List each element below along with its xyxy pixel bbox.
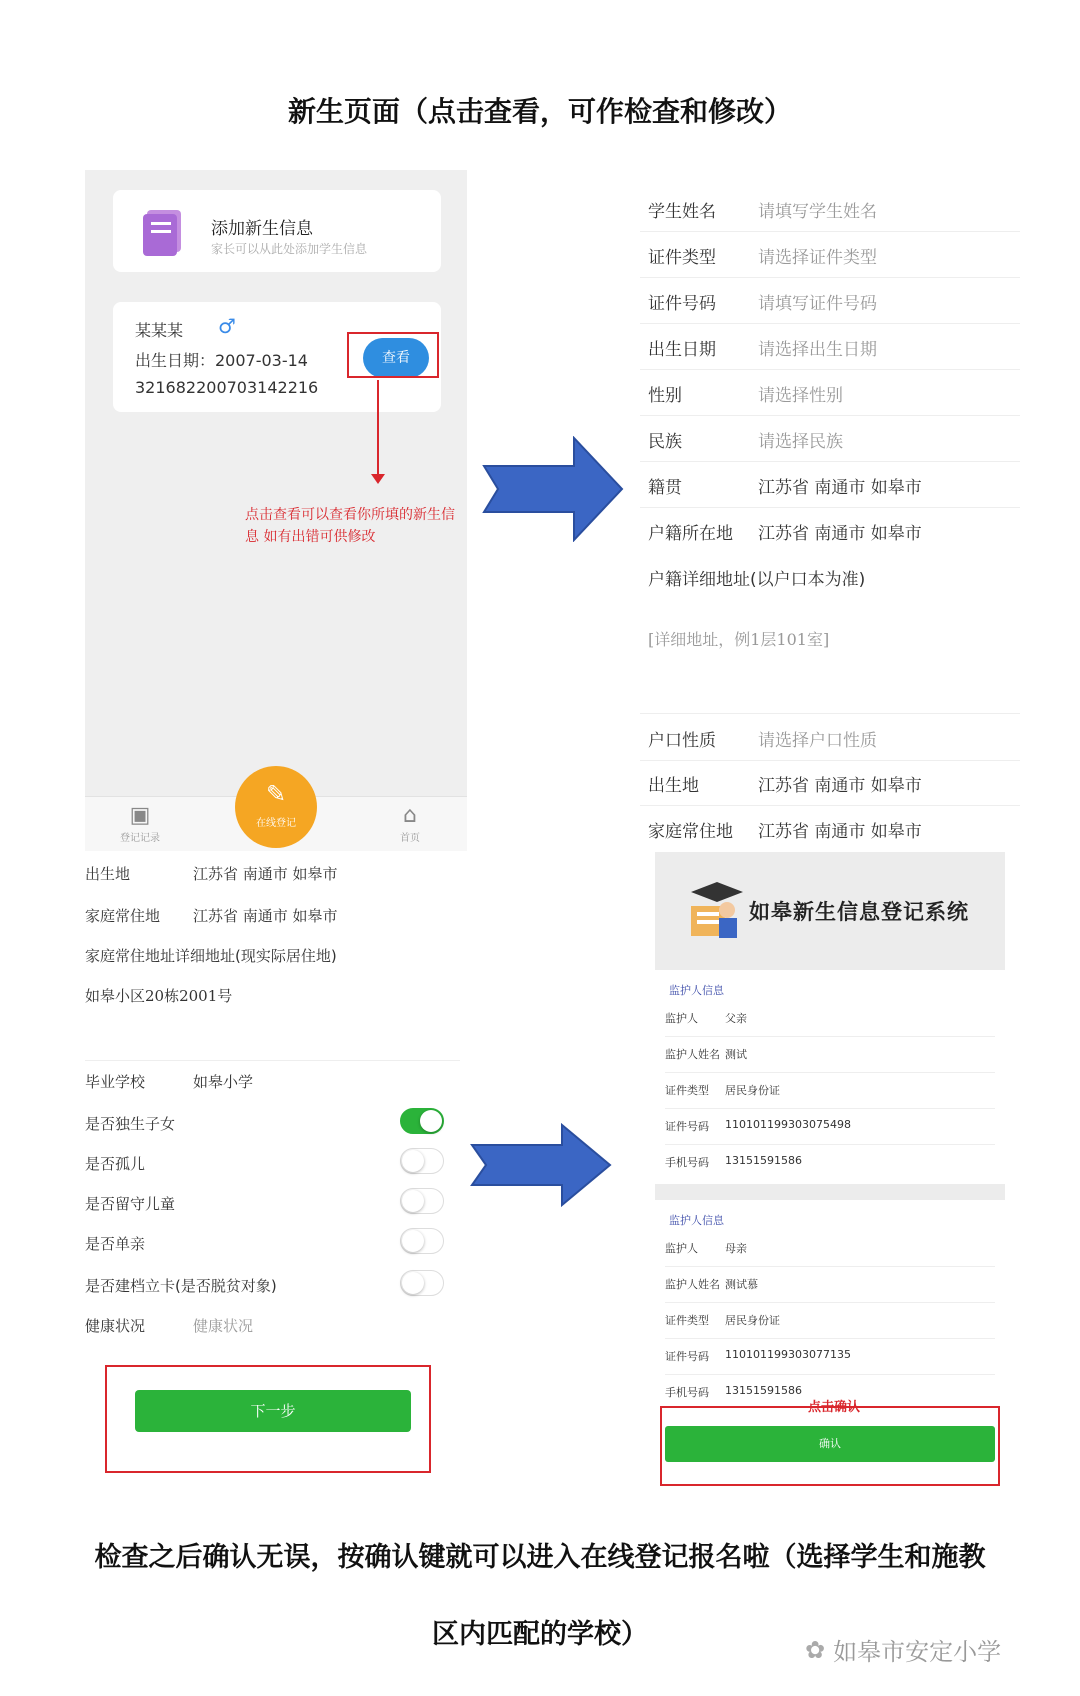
student-id-number: 321682200703142216 (135, 378, 319, 397)
guardian-section-title: 监护人信息 (669, 984, 724, 997)
address-label: 户籍详细地址(以户口本为准) (648, 570, 866, 590)
field-label: 证件类型 (665, 1314, 709, 1327)
confirm-button[interactable]: 确认 (665, 1426, 995, 1462)
guardian-row (665, 1144, 995, 1180)
pointer-arrowhead (371, 474, 385, 484)
field-label: 学生姓名 (648, 202, 716, 222)
field-label: 手机号码 (665, 1156, 709, 1169)
view-button[interactable]: 查看 (363, 338, 429, 378)
add-student-card[interactable] (113, 190, 441, 272)
form-row[interactable] (640, 759, 1020, 806)
arrow-right-icon (470, 1123, 612, 1207)
guardian-row (665, 1108, 995, 1145)
form-row[interactable] (640, 277, 1020, 324)
birthplace-select[interactable]: 江苏省 南通市 如皋市 (758, 776, 922, 796)
guardian-row (665, 1036, 995, 1073)
field-label: 监护人 (665, 1242, 698, 1255)
arrow-right-icon (482, 436, 624, 542)
guardian-row (665, 1000, 995, 1037)
form-row[interactable] (640, 507, 1020, 553)
toggle-label: 是否独生子女 (85, 1115, 176, 1133)
footer-text: 检查之后确认无误，按确认键就可以进入在线登记报名啦（选择学生和施教 (94, 1542, 986, 1573)
student-name: 某某某 (135, 321, 184, 340)
single-parent-toggle[interactable] (400, 1228, 444, 1254)
add-card-title: 添加新生信息 (211, 219, 313, 239)
field-value: 13151591586 (725, 1384, 802, 1397)
view-hint: 点击查看可以查看你所填的新生信息 如有出错可供修改 (245, 507, 455, 545)
only-child-toggle[interactable] (400, 1108, 444, 1134)
field-label: 出生地 (85, 865, 131, 883)
form-row[interactable] (640, 323, 1020, 370)
residence-detail-label: 家庭常住地址详细地址(现实际居住地) (85, 947, 337, 965)
footer-text: 区内匹配的学校） (432, 1619, 648, 1650)
toggle-label: 是否建档立卡(是否脱贫对象) (85, 1277, 277, 1295)
online-register-label: 在线登记 (256, 818, 296, 829)
form-row[interactable] (640, 805, 1020, 851)
wechat-icon: ✿ (805, 1635, 826, 1664)
online-register-button[interactable] (235, 766, 317, 848)
section-gap (655, 1184, 1005, 1200)
birthplace-value[interactable]: 江苏省 南通市 如皋市 (193, 865, 338, 883)
guardian-section-title: 监护人信息 (669, 1214, 724, 1227)
guardian-row (665, 1072, 995, 1109)
field-label: 手机号码 (665, 1386, 709, 1399)
guardian-row (665, 1302, 995, 1339)
guardian-row (665, 1230, 995, 1267)
guardian-row (665, 1266, 995, 1303)
form-row[interactable] (640, 415, 1020, 462)
field-value: 居民身份证 (725, 1084, 780, 1097)
home-icon: ⌂ (403, 803, 417, 828)
confirm-screen (655, 852, 1005, 1519)
tab-home[interactable] (375, 803, 445, 844)
field-label: 证件号码 (648, 294, 716, 314)
watermark-text: 如皋市安定小学 (833, 1638, 1002, 1666)
page-title: 新生页面（点击查看，可作检查和修改） (287, 95, 792, 128)
residence-detail-input[interactable]: 如皋小区20栋2001号 (85, 987, 233, 1005)
residence-row[interactable] (85, 905, 460, 926)
school-value[interactable]: 如皋小学 (193, 1073, 254, 1091)
health-input[interactable]: 健康状况 (193, 1317, 254, 1335)
field-value: 居民身份证 (725, 1314, 780, 1327)
field-label: 家庭常住地 (85, 907, 161, 925)
form-row[interactable] (640, 713, 1020, 761)
field-label: 健康状况 (85, 1317, 146, 1335)
tab-records-label: 登记记录 (120, 833, 160, 844)
field-value: 110101199303077135 (725, 1348, 851, 1361)
field-value: 测试慕 (725, 1278, 758, 1291)
field-label: 籍贯 (648, 478, 682, 498)
highlight-box (347, 332, 439, 378)
form-row[interactable] (640, 231, 1020, 278)
field-label: 户口性质 (648, 731, 716, 751)
field-label: 毕业学校 (85, 1073, 146, 1091)
confirm-hint: 点击确认 (808, 1400, 861, 1415)
system-banner (655, 852, 1005, 970)
field-value: 母亲 (725, 1242, 747, 1255)
address-input[interactable]: [详细地址，例1层101室] (648, 630, 830, 649)
field-label: 监护人姓名 (665, 1048, 720, 1061)
pointer-line (377, 380, 379, 476)
form-row[interactable] (640, 461, 1020, 508)
edit-icon: ✎ (265, 780, 287, 808)
watermark (805, 1632, 1001, 1667)
ethnicity-select[interactable]: 请选择民族 (758, 432, 843, 452)
guardian-row (665, 1338, 995, 1375)
form-row[interactable] (640, 185, 1020, 232)
field-label: 性别 (648, 386, 682, 406)
record-icon: ▣ (129, 803, 151, 828)
field-label: 证件类型 (648, 248, 716, 268)
orphan-toggle[interactable] (400, 1148, 444, 1174)
book-icon (137, 206, 189, 258)
home-screen (85, 170, 467, 850)
poverty-file-toggle[interactable] (400, 1270, 444, 1296)
birth-date-select[interactable]: 请选择出生日期 (758, 340, 877, 360)
toggle-label: 是否孤儿 (85, 1155, 146, 1173)
field-label: 监护人姓名 (665, 1278, 720, 1291)
field-value: 父亲 (725, 1012, 747, 1025)
left-behind-toggle[interactable] (400, 1188, 444, 1214)
gender-select[interactable]: 请选择性别 (758, 386, 843, 406)
native-place-select[interactable]: 江苏省 南通市 如皋市 (758, 478, 922, 498)
tab-home-label: 首页 (400, 833, 420, 844)
tab-records[interactable] (105, 803, 175, 844)
form-row[interactable] (640, 369, 1020, 416)
field-label: 民族 (648, 432, 682, 452)
next-step-button[interactable]: 下一步 (135, 1390, 411, 1432)
residence-value[interactable]: 江苏省 南通市 如皋市 (193, 907, 338, 925)
student-birth: 出生日期：2007-03-14 (135, 351, 308, 370)
field-label: 证件类型 (665, 1084, 709, 1097)
student-name-input[interactable]: 请填写学生姓名 (758, 202, 877, 222)
field-label: 证件号码 (665, 1120, 709, 1133)
graduate-icon (687, 876, 747, 942)
add-card-subtitle: 家长可以从此处添加学生信息 (211, 242, 368, 256)
field-label: 监护人 (665, 1012, 698, 1025)
field-label: 户籍所在地 (648, 524, 733, 544)
residence-select[interactable]: 江苏省 南通市 如皋市 (758, 822, 922, 842)
toggle-label: 是否单亲 (85, 1235, 146, 1253)
field-label: 出生日期 (648, 340, 716, 360)
field-value: 测试 (725, 1048, 747, 1061)
household-place-select[interactable]: 江苏省 南通市 如皋市 (758, 524, 922, 544)
field-value: 110101199303075498 (725, 1118, 851, 1131)
toggle-label: 是否留守儿童 (85, 1195, 176, 1213)
id-number-input[interactable]: 请填写证件号码 (758, 294, 877, 314)
household-type-select[interactable]: 请选择户口性质 (758, 731, 877, 751)
field-label: 出生地 (648, 776, 699, 796)
divider (85, 1060, 460, 1061)
field-label: 证件号码 (665, 1350, 709, 1363)
id-type-select[interactable]: 请选择证件类型 (758, 248, 877, 268)
health-row[interactable] (85, 1315, 460, 1336)
field-value: 13151591586 (725, 1154, 802, 1167)
system-title: 如皋新生信息登记系统 (749, 899, 969, 924)
school-row[interactable] (85, 1071, 460, 1092)
birthplace-row[interactable] (85, 863, 460, 884)
male-icon: ♂ (218, 314, 236, 338)
field-label: 家庭常住地 (648, 822, 733, 842)
